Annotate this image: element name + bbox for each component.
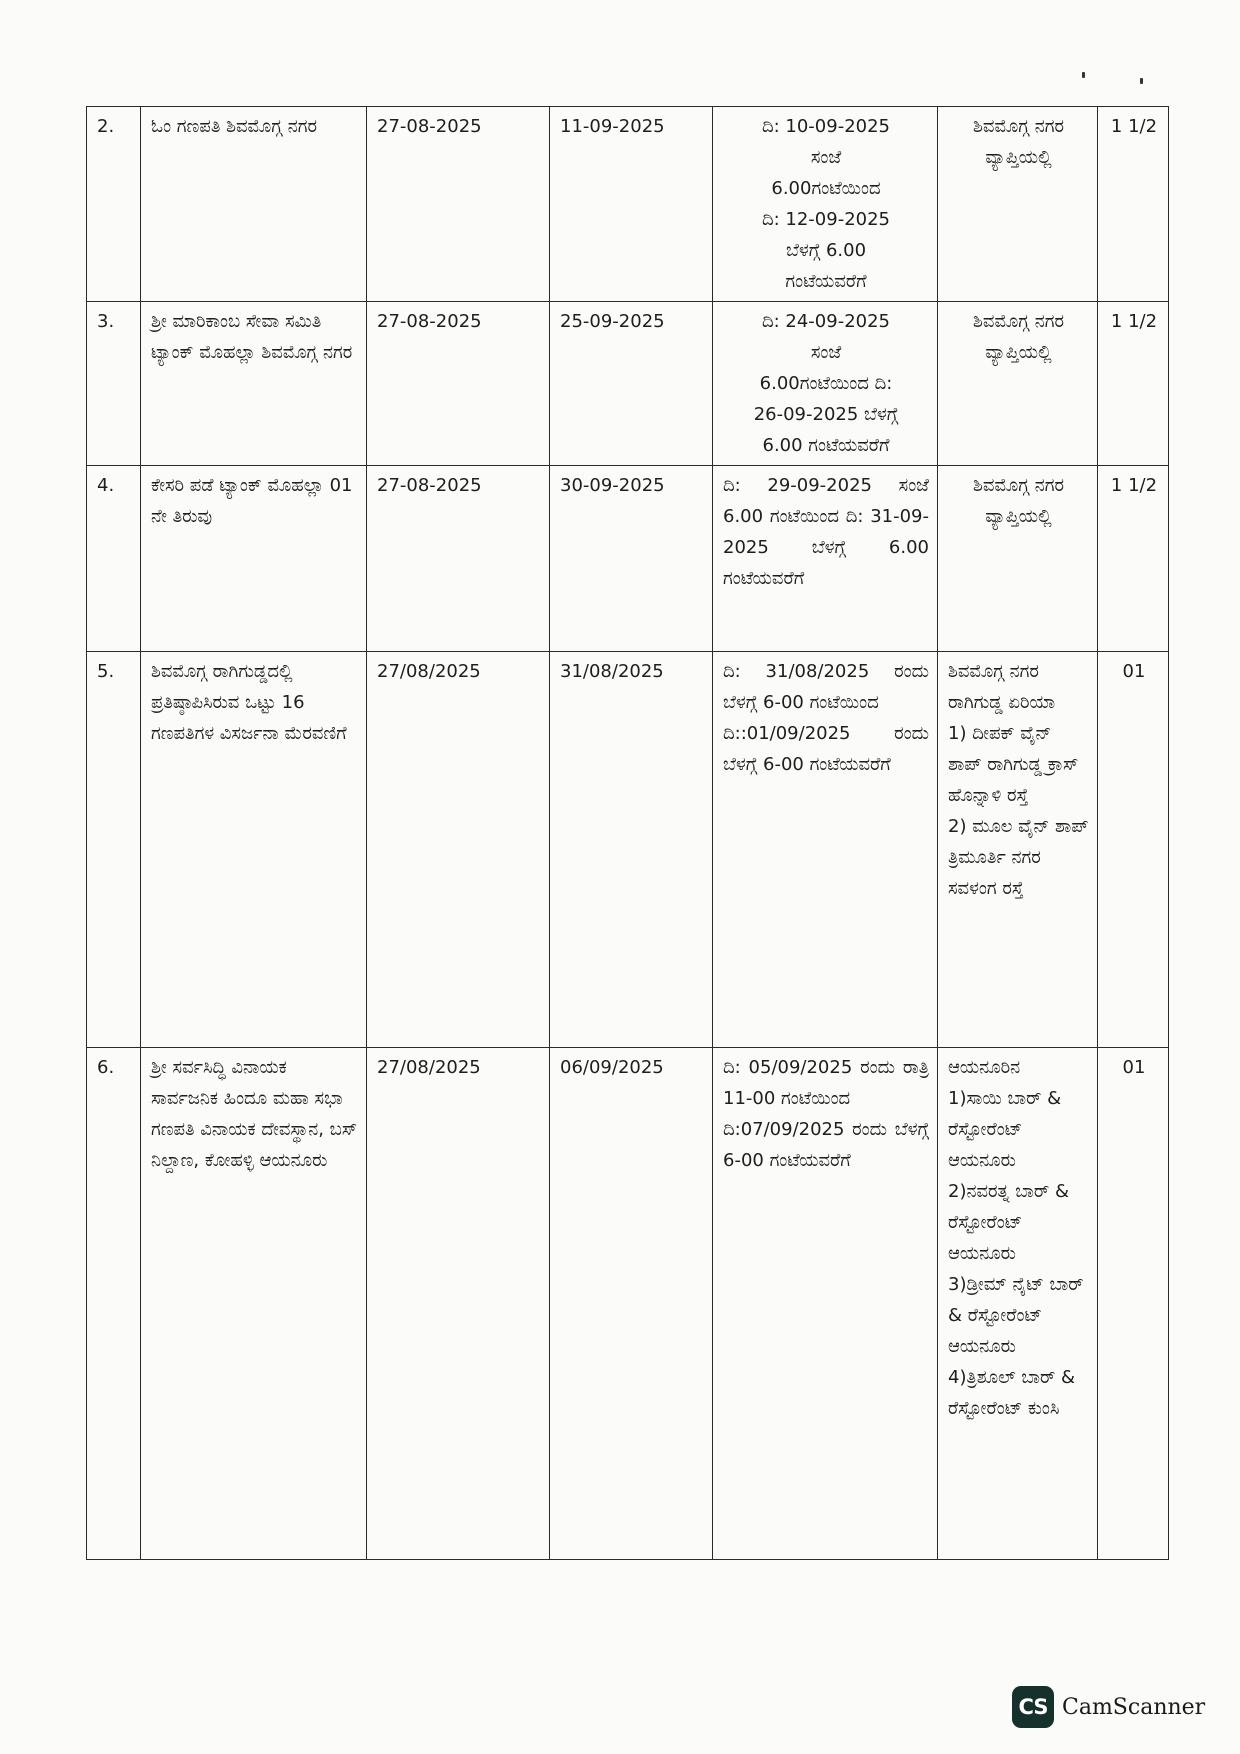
area-line: ಶಿವಮೊಗ್ಗ ನಗರ ರಾಗಿಗುಡ್ಡ ಏರಿಯಾ bbox=[948, 661, 1056, 713]
closure-period bbox=[713, 302, 938, 466]
period-line: ದಿ:07/09/2025 ರಂದು ಬೆಳಗ್ಗೆ 6-00 ಗಂಟೆಯವರೆಗೆ bbox=[723, 1119, 929, 1171]
area-line: 4)ತ್ರಿಶೂಲ್ ಬಾರ್ & ರೆಸ್ಟೋರೆಂಟ್ ಕುಂಸಿ bbox=[948, 1367, 1076, 1419]
date-from: 27/08/2025 bbox=[367, 652, 550, 1048]
serial-number: 6. bbox=[87, 1048, 141, 1560]
table-row bbox=[87, 302, 1169, 466]
scan-speck bbox=[1140, 78, 1143, 84]
table-row bbox=[87, 652, 1169, 1048]
area: ಶಿವಮೊಗ್ಗ ನಗರ ವ್ಯಾಪ್ತಿಯಲ್ಲಿ bbox=[938, 302, 1098, 466]
days: 1 1/2 bbox=[1098, 302, 1169, 466]
days: 1 1/2 bbox=[1098, 107, 1169, 302]
period-line: 6.00ಗಂಟೆಯಿಂದ ದಿ: bbox=[759, 373, 893, 394]
period-line: ಬೆಳಗ್ಗೆ 6.00 bbox=[785, 240, 867, 261]
closure-period bbox=[713, 1048, 938, 1560]
serial-number: 5. bbox=[87, 652, 141, 1048]
serial-number: 4. bbox=[87, 466, 141, 652]
period-line: ದಿ: 31/08/2025 ರಂದು ಬೆಳಗ್ಗೆ 6-00 ಗಂಟೆಯಿಂದ bbox=[723, 661, 929, 713]
area-line: 1) ದೀಪಕ್ ವೈನ್ ಶಾಪ್ ರಾಗಿಗುಡ್ಡ ಕ್ರಾಸ್ ಹೊನ್ನಾಳಿ ರಸ್ತೆ bbox=[948, 723, 1079, 806]
area-line: 2) ಮೂಲ ವೈನ್ ಶಾಪ್ ತ್ರಿಮೂರ್ತಿ ನಗರ ಸವಳಂಗ ರಸ್ತೆ bbox=[948, 816, 1089, 899]
area-line: 3)ಡ್ರೀಮ್ ನೈಟ್ ಬಾರ್ & ರೆಸ್ಟೋರೆಂಟ್ ಆಯನೂರು bbox=[948, 1274, 1084, 1357]
permit-table bbox=[86, 106, 1169, 1560]
table-body bbox=[87, 107, 1169, 1560]
date-from: 27-08-2025 bbox=[367, 107, 550, 302]
date-from: 27-08-2025 bbox=[367, 302, 550, 466]
date-from: 27/08/2025 bbox=[367, 1048, 550, 1560]
period-line: ದಿ: 10-09-2025 bbox=[761, 116, 891, 137]
camscanner-logo-icon: CS bbox=[1012, 1686, 1054, 1728]
organizer-name: ಶಿವಮೊಗ್ಗ ರಾಗಿಗುಡ್ಡದಲ್ಲಿ ಪ್ರತಿಷ್ಠಾಪಿಸಿರುವ ಒಟ್ಟು 16 ಗಣಪತಿಗಳ ವಿಸರ್ಜನಾ ಮೆರವಣಿಗೆ bbox=[141, 652, 367, 1048]
area-list bbox=[938, 652, 1098, 1048]
date-to: 31/08/2025 bbox=[550, 652, 713, 1048]
period-line: ದಿ: 12-09-2025 bbox=[761, 209, 891, 230]
closure-period: ದಿ: 29-09-2025 ಸಂಜೆ 6.00 ಗಂಟೆಯಿಂದ ದಿ: 31-09-2025 ಬೆಳಗ್ಗೆ 6.00 ಗಂಟೆಯವರೆಗೆ bbox=[713, 466, 938, 652]
period-line: ದಿ::01/09/2025 ರಂದು ಬೆಳಗ್ಗೆ 6-00 ಗಂಟೆಯವರೆಗೆ bbox=[723, 723, 929, 775]
organizer-name: ಓಂ ಗಣಪತಿ ಶಿವಮೊಗ್ಗ ನಗರ bbox=[141, 107, 367, 302]
period-line: ದಿ: 05/09/2025 ರಂದು ರಾತ್ರಿ 11-00 ಗಂಟೆಯಿಂದ bbox=[723, 1057, 929, 1109]
area-list bbox=[938, 1048, 1098, 1560]
area-line: ಆಯನೂರಿನ bbox=[948, 1057, 1021, 1078]
period-line: 26-09-2025 ಬೆಳಗ್ಗೆ bbox=[753, 404, 899, 425]
closure-period bbox=[713, 652, 938, 1048]
date-to: 30-09-2025 bbox=[550, 466, 713, 652]
serial-number: 3. bbox=[87, 302, 141, 466]
serial-number: 2. bbox=[87, 107, 141, 302]
table-row bbox=[87, 1048, 1169, 1560]
date-to: 11-09-2025 bbox=[550, 107, 713, 302]
area-line: 2)ನವರತ್ನ ಬಾರ್ & ರೆಸ್ಟೋರೆಂಟ್ ಆಯನೂರು bbox=[948, 1181, 1070, 1264]
days: 01 bbox=[1098, 652, 1169, 1048]
area: ಶಿವಮೊಗ್ಗ ನಗರ ವ್ಯಾಪ್ತಿಯಲ್ಲಿ bbox=[938, 466, 1098, 652]
date-to: 25-09-2025 bbox=[550, 302, 713, 466]
closure-period bbox=[713, 107, 938, 302]
organizer-name: ಶ್ರೀ ಮಾರಿಕಾಂಬ ಸೇವಾ ಸಮಿತಿ ಟ್ಯಾಂಕ್ ಮೊಹಲ್ಲಾ ಶಿವಮೊಗ್ಗ ನಗರ bbox=[141, 302, 367, 466]
camscanner-wordmark: CamScanner bbox=[1062, 1694, 1206, 1720]
organizer-name: ಶ್ರೀ ಸರ್ವಸಿದ್ಧಿ ವಿನಾಯಕ ಸಾರ್ವಜನಿಕ ಹಿಂದೂ ಮಹಾ ಸಭಾ ಗಣಪತಿ ವಿನಾಯಕ ದೇವಸ್ಥಾನ, ಬಸ್ ನಿಲ್ದಾಣ, ಕೋಹಳ್ಳಿ ಆಯನೂರು bbox=[141, 1048, 367, 1560]
period-line: ಸಂಜೆ bbox=[810, 147, 842, 168]
days: 1 1/2 bbox=[1098, 466, 1169, 652]
date-from: 27-08-2025 bbox=[367, 466, 550, 652]
table-row bbox=[87, 466, 1169, 652]
period-line: ದಿ: 24-09-2025 bbox=[761, 311, 891, 332]
area: ಶಿವಮೊಗ್ಗ ನಗರ ವ್ಯಾಪ್ತಿಯಲ್ಲಿ bbox=[938, 107, 1098, 302]
period-line: ಗಂಟೆಯವರೆಗೆ bbox=[785, 271, 867, 292]
days: 01 bbox=[1098, 1048, 1169, 1560]
area-line: 1)ಸಾಯಿ ಬಾರ್ & ರೆಸ್ಟೋರೆಂಟ್ ಆಯನೂರು bbox=[948, 1088, 1062, 1171]
organizer-name: ಕೇಸರಿ ಪಡೆ ಟ್ಯಾಂಕ್ ಮೊಹಲ್ಲಾ 01 ನೇ ತಿರುವು bbox=[141, 466, 367, 652]
scan-speck bbox=[1082, 72, 1085, 78]
camscanner-watermark bbox=[1012, 1686, 1205, 1728]
table-row bbox=[87, 107, 1169, 302]
period-line: 6.00 ಗಂಟೆಯವರೆಗೆ bbox=[762, 435, 890, 456]
period-line: ಸಂಜೆ bbox=[810, 342, 842, 363]
date-to: 06/09/2025 bbox=[550, 1048, 713, 1560]
period-line: 6.00ಗಂಟೆಯಿಂದ bbox=[771, 178, 881, 199]
